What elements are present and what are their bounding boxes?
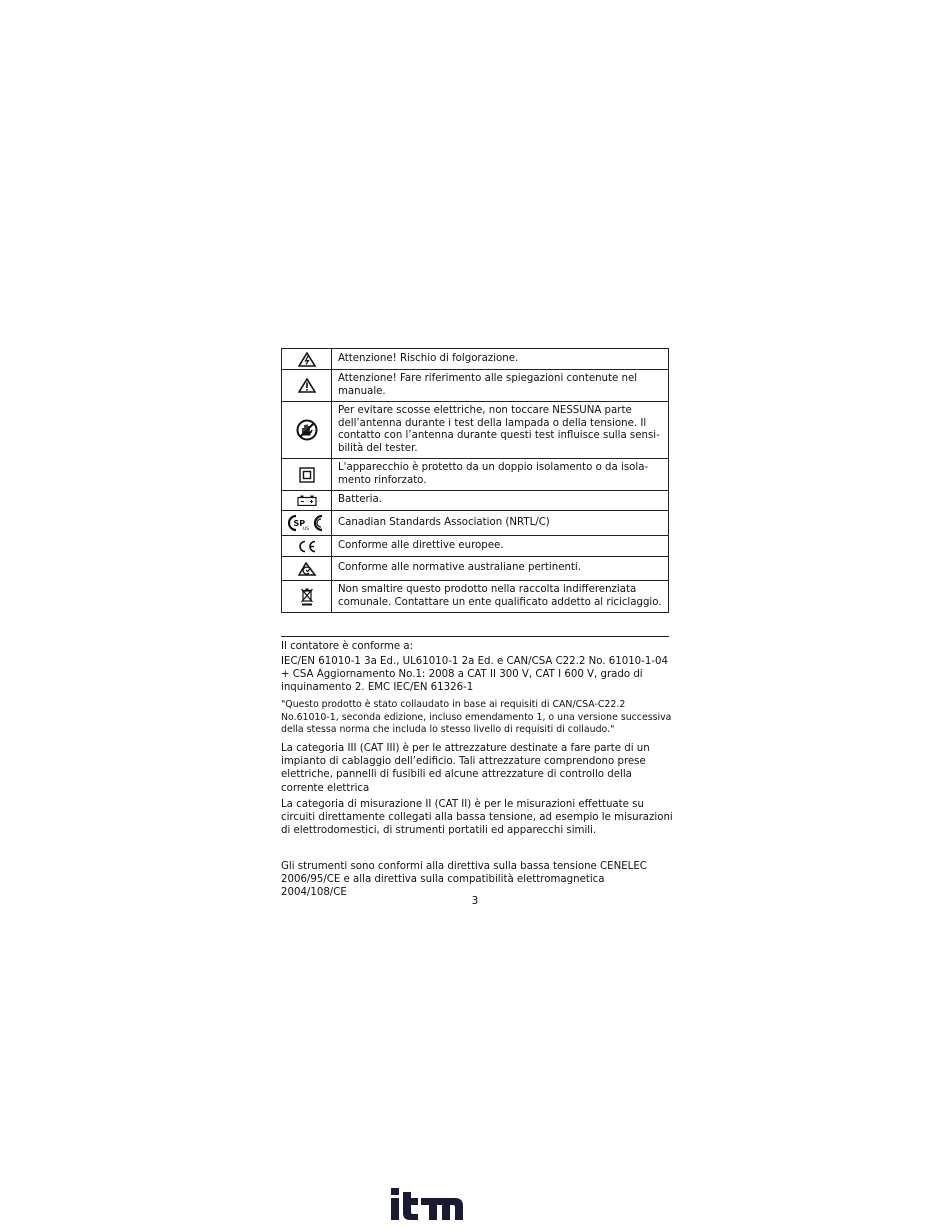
symbol-row (282, 349, 669, 370)
caution-icon (282, 370, 332, 402)
symbol-description: Batteria. (332, 491, 669, 511)
double-insulation-icon (282, 459, 332, 491)
compliance-intro: Il contatore è conforme a: (281, 641, 414, 652)
do-not-touch-icon (282, 402, 332, 459)
symbol-description: Per evitare scosse elettriche, non toccare NESSUNA parte dell’antenna durante i test della lampada o della tensione. Il contatto con l’antenna durante questi test influisce sulla sensi-bilità del tester. (332, 402, 669, 459)
page-number: 3 (471, 895, 479, 907)
csa-us-label: US (302, 527, 309, 532)
symbol-row (282, 370, 669, 402)
symbols-table (281, 348, 669, 613)
symbol-description: Attenzione! Rischio di folgorazione. (332, 349, 669, 370)
directives-paragraph: Gli strumenti sono conformi alla direttiva sulla bassa tensione CENELEC 2006/95/CE e alla direttiva sulla compatibilità elettromagnetica 2004/108/CE (281, 861, 647, 899)
cat-iii-paragraph: La categoria III (CAT III) è per le attrezzature destinate a fare parte di un impianto di cablaggio dell’edificio. Tali attrezzature comprendono prese elettriche, pannelli di fusibili ed alcune attrezzature di controllo della corrente elettrica (281, 743, 650, 794)
csa-mark-icon (282, 511, 332, 536)
csa-note: "Questo prodotto è stato collaudato in base ai requisiti di CAN/CSA-C22.2 No.61010-1, seconda edizione, incluso emendamento 1, o una versione successiva della stessa norma che includa lo stesso livello di requisiti di collaudo." (281, 699, 672, 736)
symbol-description: Attenzione! Fare riferimento alle spiegazioni contenute nel manuale. (332, 370, 669, 402)
voltage-warning-icon (282, 349, 332, 370)
symbol-row (282, 511, 669, 536)
symbol-row (282, 536, 669, 557)
symbol-row (282, 491, 669, 511)
svg-text:SP: SP (293, 519, 305, 528)
cat-ii-paragraph: La categoria di misurazione II (CAT II) è per le misurazioni effettuate su circuiti direttamente collegati alla bassa tensione, ad esempio le misurazioni di elettrodomestici, di strumenti portatili ed apparecchi simili. (281, 799, 673, 837)
symbol-description: Canadian Standards Association (NRTL/C) (332, 511, 669, 536)
compliance-standards: IEC/EN 61010-1 3a Ed., UL61010-1 2a Ed. e CAN/CSA C22.2 No. 61010-1-04 + CSA Aggiornamento No.1: 2008 a CAT II 300 V, CAT I 600 V, grado di inquinamento 2. EMC IEC/EN 61326-1 (281, 656, 668, 694)
symbol-description: L'apparecchio è protetto da un doppio isolamento o da isola-mento rinforzato. (332, 459, 669, 491)
symbol-description: Non smaltire questo prodotto nella raccolta indifferenziata comunale. Contattare un ente qualificato addetto al riciclaggio. (332, 581, 669, 613)
symbol-row (282, 557, 669, 581)
c-tick-mark-icon (282, 557, 332, 581)
symbol-row (282, 402, 669, 459)
symbol-row (282, 581, 669, 613)
itm-logo (391, 1188, 463, 1220)
symbol-row (282, 459, 669, 491)
section-divider (281, 636, 669, 637)
symbol-description: Conforme alle normative australiane pertinenti. (332, 557, 669, 581)
weee-bin-icon (282, 581, 332, 613)
ce-mark-icon (282, 536, 332, 557)
battery-icon (282, 491, 332, 511)
symbol-description: Conforme alle direttive europee. (332, 536, 669, 557)
